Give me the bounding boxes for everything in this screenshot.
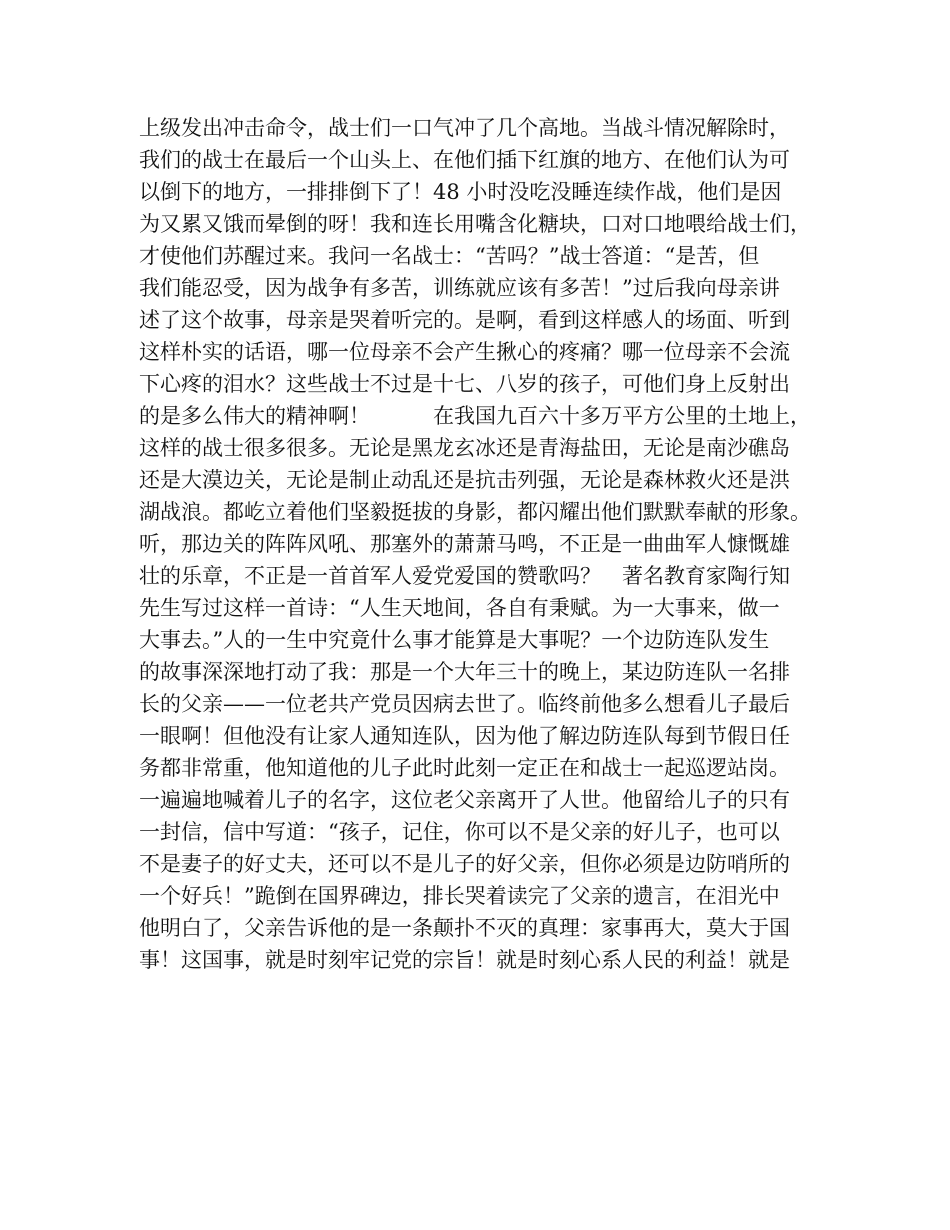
text-line: 一封信，信中写道：“孩子，记住，你可以不是父亲的好儿子，也可以 xyxy=(139,820,780,844)
text-line: 大事去。”人的一生中究竟什么事才能算是大事呢？一个边防连队发生 xyxy=(139,628,770,652)
text-line: 的故事深深地打动了我：那是一个大年三十的晚上，某边防连队一名排 xyxy=(139,660,790,684)
text-line: 务都非常重，他知道他的儿子此时此刻一定正在和战士一起巡逻站岗。 xyxy=(139,756,790,780)
text-line: 我们能忍受，因为战争有多苦，训练就应该有多苦！”过后我向母亲讲 xyxy=(139,276,780,300)
text-line: 这样的战士很多很多。无论是黑龙玄冰还是青海盐田，无论是南沙礁岛 xyxy=(139,436,790,460)
text-line: 上级发出冲击命令，战士们一口气冲了几个高地。当战斗情况解除时， xyxy=(139,116,790,140)
text-line: 他明白了，父亲告诉他的是一条颠扑不灭的真理：家事再大，莫大于国 xyxy=(139,916,790,940)
body-text xyxy=(139,112,829,976)
text-line: 我们的战士在最后一个山头上、在他们插下红旗的地方、在他们认为可 xyxy=(139,148,790,172)
text-line: 听，那边关的阵阵风吼、那塞外的萧萧马鸣，不正是一曲曲军人慷慨雄 xyxy=(139,532,790,556)
text-line: 以倒下的地方，一排排倒下了！48 小时没吃没睡连续作战，他们是因 xyxy=(139,180,782,204)
text-line: 的是多么伟大的精神啊！ 在我国九百六十多万平方公里的土地上， xyxy=(139,404,811,428)
text-line: 一遍遍地喊着儿子的名字，这位老父亲离开了人世。他留给儿子的只有 xyxy=(139,788,790,812)
text-line: 为又累又饿而晕倒的呀！我和连长用嘴含化糖块，口对口地喂给战士们， xyxy=(139,212,811,236)
text-line: 下心疼的泪水？这些战士不过是十七、八岁的孩子，可他们身上反射出 xyxy=(139,372,790,396)
text-line: 壮的乐章，不正是一首首军人爱党爱国的赞歌吗？ 著名教育家陶行知 xyxy=(139,564,790,588)
text-line: 一个好兵！”跪倒在国界碑边，排长哭着读完了父亲的遗言，在泪光中 xyxy=(139,884,780,908)
text-line: 事！这国事，就是时刻牢记党的宗旨！就是时刻心系人民的利益！就是 xyxy=(139,948,790,972)
text-line: 述了这个故事，母亲是哭着听完的。是啊，看到这样感人的场面、听到 xyxy=(139,308,790,332)
text-line: 湖战浪。都屹立着他们坚毅挺拔的身影，都闪耀出他们默默奉献的形象。 xyxy=(139,500,811,524)
text-line: 一眼啊！但他没有让家人通知连队，因为他了解边防连队每到节假日任 xyxy=(139,724,790,748)
text-line: 还是大漠边关，无论是制止动乱还是抗击列强，无论是森林救火还是洪 xyxy=(139,468,790,492)
text-line: 不是妻子的好丈夫，还可以不是儿子的好父亲，但你必须是边防哨所的 xyxy=(139,852,790,876)
text-line: 才使他们苏醒过来。我问一名战士：“苦吗？”战士答道：“是苦，但 xyxy=(139,244,760,268)
text-line: 这样朴实的话语，哪一位母亲不会产生揪心的疼痛？哪一位母亲不会流 xyxy=(139,340,790,364)
text-line: 长的父亲——一位老共产党员因病去世了。临终前他多么想看儿子最后 xyxy=(139,692,790,716)
text-line: 先生写过这样一首诗：“人生天地间，各自有秉赋。为一大事来，做一 xyxy=(139,596,780,620)
